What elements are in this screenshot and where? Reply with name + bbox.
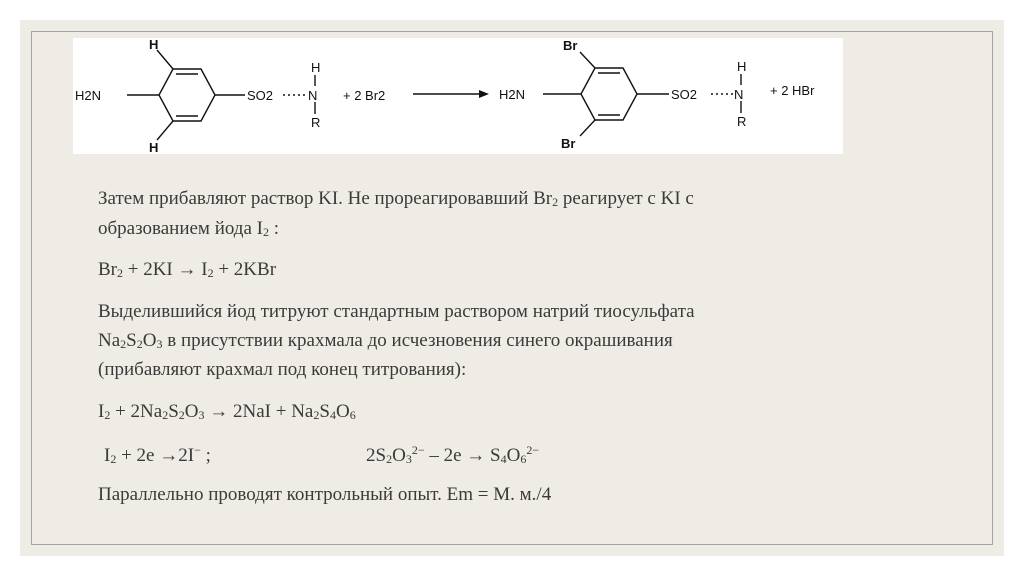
paragraph-control-experiment: Параллельно проводят контрольный опыт. Em = М. м./4	[98, 484, 552, 505]
right-nh: H	[737, 59, 747, 74]
reaction-scheme	[73, 38, 843, 154]
reagent: + 2 Br2	[343, 88, 386, 103]
left-h-bottom: H	[149, 140, 159, 154]
arrow-icon: →	[159, 445, 179, 466]
reaction-arrow	[413, 90, 489, 98]
right-br-bottom: Br	[561, 136, 576, 151]
paragraph-titration-line3: (прибавляют крахмал под конец титрования):	[98, 359, 467, 380]
reaction-scheme-svg	[73, 38, 843, 154]
paragraph-ki-line2: образованием йода $I_2$ :	[98, 218, 280, 239]
right-n: N	[734, 87, 744, 102]
right-br-top: Br	[563, 38, 578, 53]
product-hbr: + 2 HBr	[770, 83, 815, 98]
equation-thiosulfate: $I_2 + 2Na_2S_2O_3 \to 2NaI + Na_2S_4O_6$	[98, 401, 356, 422]
half-reaction-thiosulfate: $2S_2O_3^{2-} - 2e \to S_4O_6^{2-}$	[366, 443, 540, 466]
left-r: R	[311, 115, 321, 130]
paragraph-titration-line1: Выделившийся йод титруют стандартным раствором натрий тиосульфата	[98, 301, 695, 322]
left-h-top: H	[149, 38, 159, 52]
left-n: N	[308, 88, 318, 103]
right-amine: H2N	[499, 87, 526, 102]
right-benzene-ring	[543, 52, 744, 136]
arrow-icon: →	[177, 259, 197, 280]
arrow-icon: →	[209, 401, 229, 422]
right-r: R	[737, 114, 747, 129]
paragraph-titration-line2: $Na_2S_2O_3$ в присутствии крахмала до исчезновения синего окрашивания	[98, 330, 673, 351]
paragraph-ki-line1: Затем прибавляют раствор KI. Не прореагировавший $Br_2$ реагирует с KI с	[98, 188, 694, 209]
equation-br2-ki: $Br_2 + 2KI \to I_2 + 2KBr$	[98, 259, 277, 280]
left-nh: H	[311, 60, 321, 75]
left-amine: H2N	[75, 88, 102, 103]
right-so2: SO2	[671, 87, 698, 102]
arrow-icon: →	[466, 445, 486, 466]
left-benzene-ring	[127, 50, 318, 140]
left-so2: SO2	[247, 88, 274, 103]
half-reaction-iodine: $I_2 + 2e \to 2I^-$ ;	[104, 443, 211, 466]
